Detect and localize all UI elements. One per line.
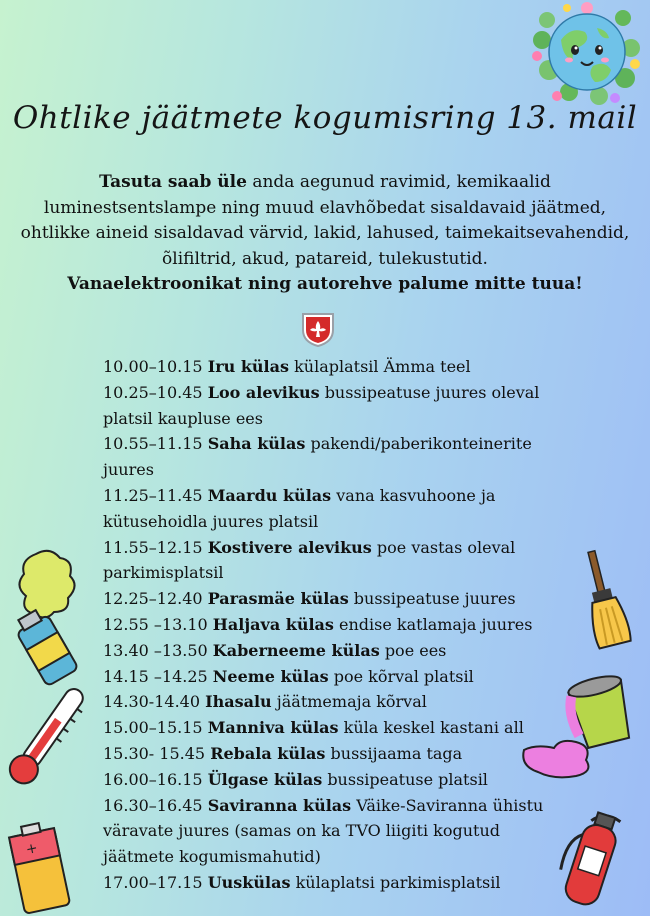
svg-text:+: + [24,840,40,859]
schedule-entry: 16.00–16.15 Ülgase külas bussipeatuse platsil [103,769,488,789]
schedule-entry: 13.40 –13.50 Kaberneeme külas poe ees [103,640,447,660]
schedule-entry: 14.15 –14.25 Neeme külas poe kõrval platsil [103,666,474,686]
thermometer-icon [4,676,88,798]
schedule-entry: 10.00–10.15 Iru külas külaplatsil Ämma teel [103,357,471,376]
mop-icon [574,548,634,652]
fire-extinguisher-icon [558,806,634,910]
intro-text: anda aegunud ravimid, kemikaalid luminestsentslampe ning muud elavhõbedat sisaldavaid jäätmed, ohtlikke aineid sisaldavad värvid, lakid, lahused, taimekaitsevahendid, õlifiltrid, akud, patareid, tulekustutid. [20,172,630,269]
schedule-entry: 11.25–11.45 Maardu külas vana kasvuhoone ja kütusehoidla juures platsil [103,485,496,531]
schedule-entry: 12.55 –13.10 Haljava külas endise katlamaja juures [103,614,533,634]
schedule-entry: 12.25–12.40 Parasmäe külas bussipeatuse juures [103,589,516,609]
schedule-entry: 16.30–16.45 Saviranna külas Väike-Saviranna ühistu väravate juures (samas on ka TVO liigiti kogutud jäätmete kogumismahutid) [103,795,544,867]
schedule-entry: 10.55–11.15 Saha külas pakendi/paberikonteinerite juures [103,434,532,480]
schedule-entry: 15.00–15.15 Manniva külas küla keskel kastani all [103,718,524,738]
crest-icon [301,312,335,348]
intro-bold-lead: Tasuta saab üle [99,172,247,192]
schedule-entry: 17.00–17.15 Uuskülas külaplatsi parkimisplatsil [103,872,501,892]
page-title: Ohtlike jäätmete kogumisring 13. mail [12,100,638,136]
battery-icon [2,822,76,914]
intro-warning: Vanaelektroonikat ning autorehve palume mitte tuua! [67,274,583,294]
schedule-list [103,354,573,896]
intro-paragraph [20,170,630,298]
schedule-entry: 15.30- 15.45 Rebala külas bussijaama taga [103,743,463,763]
schedule-entry: 10.25–10.45 Loo alevikus bussipeatuse juures oleval platsil kaupluse ees [103,382,540,428]
paint-bucket-icon [516,668,638,782]
schedule-entry: 11.55–12.15 Kostivere alevikus poe vastas oleval parkimisplatsil [103,537,516,583]
schedule-entry: 14.30-14.40 Ihasalu jäätmemaja kõrval [103,692,427,712]
spray-can-icon [6,548,90,688]
earth-icon [527,0,645,108]
